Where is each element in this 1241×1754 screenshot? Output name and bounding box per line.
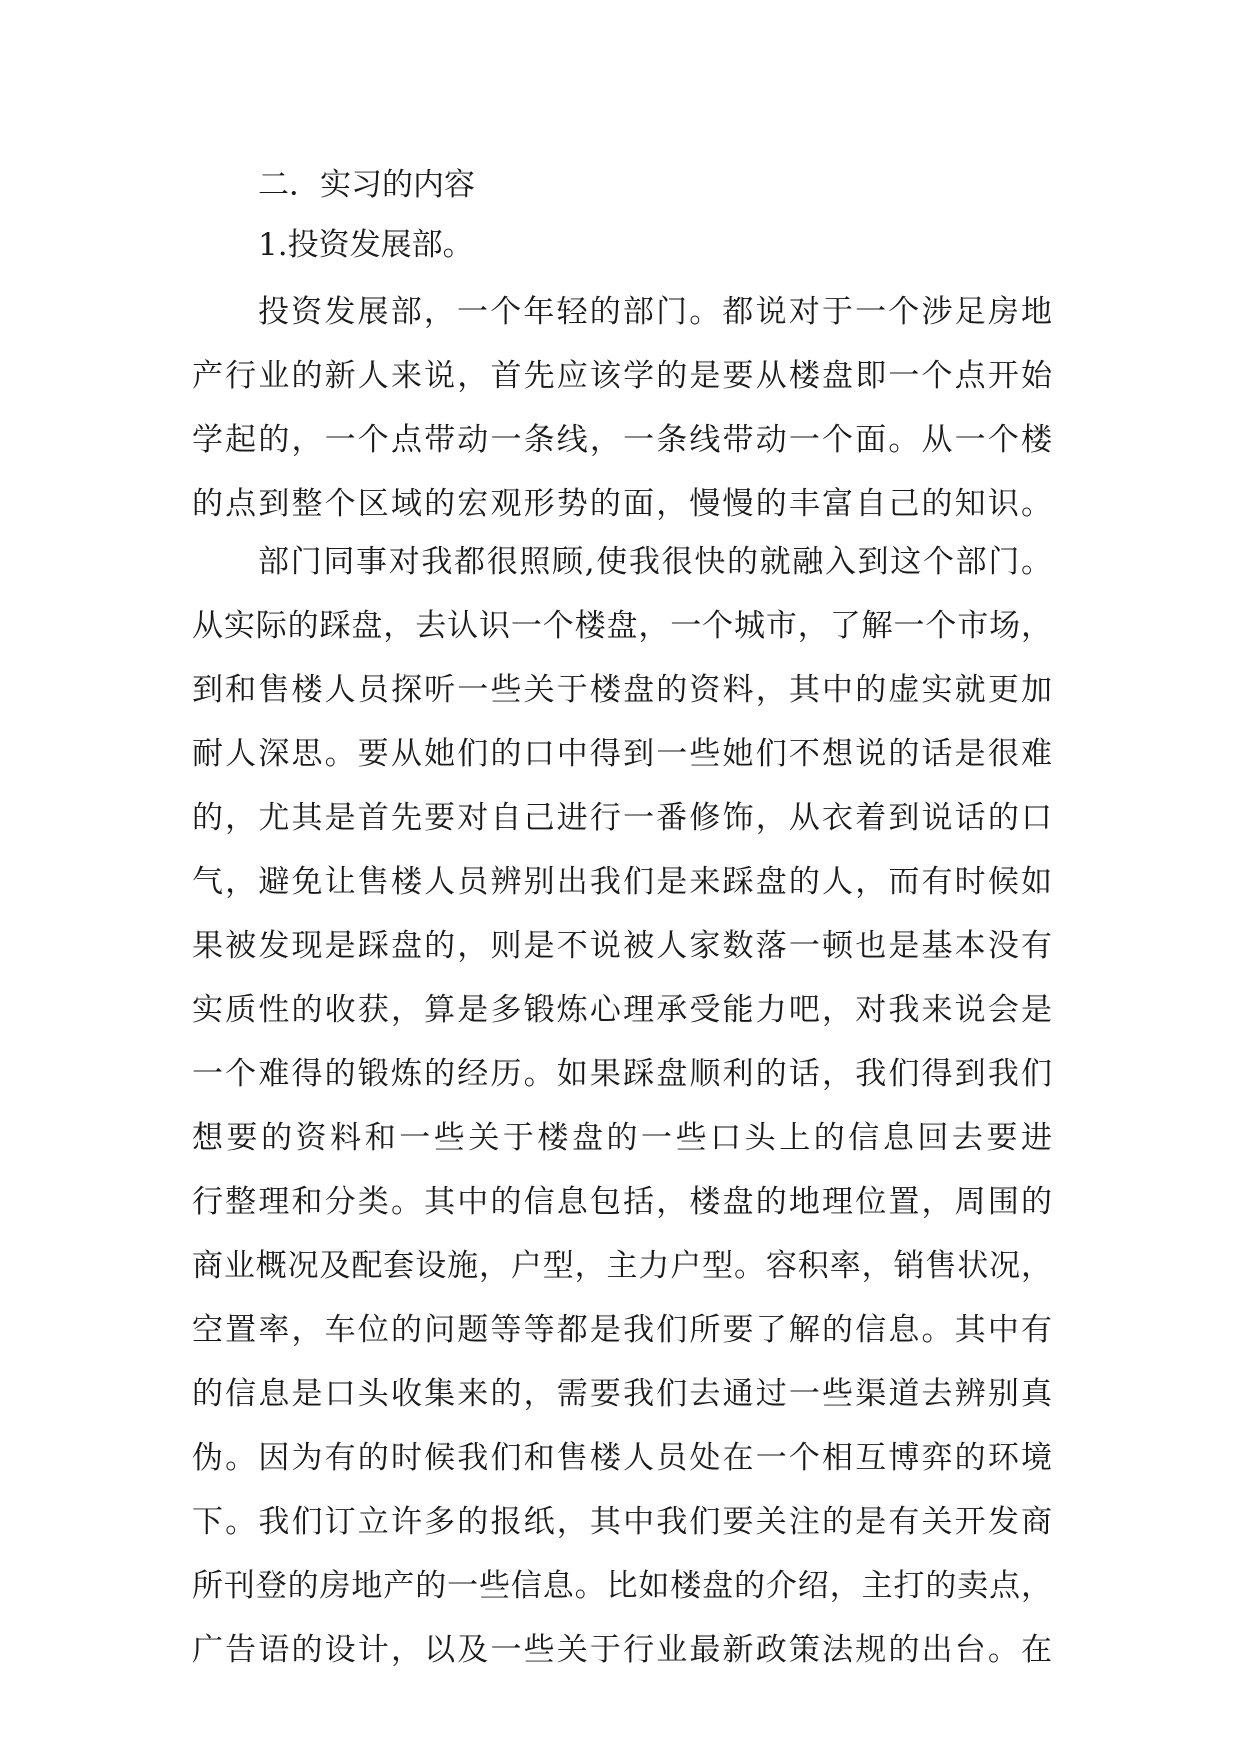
- paragraph-line: 果被发现是踩盘的，则是不说被人家数落一顿也是基本没有: [192, 928, 1052, 964]
- paragraph-line: 气，避免让售楼人员辨别出我们是来踩盘的人，而有时候如: [192, 864, 1052, 900]
- paragraph-line: 从实际的踩盘，去认识一个楼盘，一个城市，了解一个市场，: [192, 608, 1052, 644]
- paragraph-line: 的点到整个区域的宏观形势的面，慢慢的丰富自己的知识。: [192, 486, 1052, 522]
- paragraph-line: 学起的，一个点带动一条线，一条线带动一个面。从一个楼: [192, 422, 1052, 458]
- paragraph-investment-intro: [192, 280, 1052, 536]
- paragraph-line: 产行业的新人来说，首先应该学的是要从楼盘即一个点开始: [192, 358, 1052, 394]
- paragraph-line: 的，尤其是首先要对自己进行一番修饰，从衣着到说话的口: [192, 800, 1052, 836]
- paragraph-line: 耐人深思。要从她们的口中得到一些她们不想说的话是很难: [192, 736, 1052, 772]
- paragraph-line: 广告语的设计，以及一些关于行业最新政策法规的出台。在: [192, 1632, 1052, 1668]
- paragraph-line: 一个难得的锻炼的经历。如果踩盘顺利的话，我们得到我们: [192, 1056, 1052, 1092]
- paragraph-line: 实质性的收获，算是多锻炼心理承受能力吧，对我来说会是: [192, 992, 1052, 1028]
- paragraph-line: 投资发展部，一个年轻的部门。都说对于一个涉足房地: [258, 294, 1052, 330]
- paragraph-line: 的信息是口头收集来的，需要我们去通过一些渠道去辨别真: [192, 1376, 1052, 1412]
- paragraph-line: 商业概况及配套设施，户型，主力户型。容积率，销售状况，: [192, 1248, 1052, 1284]
- section-heading: 二．实习的内容: [258, 167, 475, 203]
- paragraph-line: 下。我们订立许多的报纸，其中我们要关注的是有关开发商: [192, 1504, 1052, 1540]
- paragraph-department-work: [192, 530, 1052, 1682]
- paragraph-line: 伪。因为有的时候我们和售楼人员处在一个相互博弈的环境: [192, 1440, 1052, 1476]
- subsection-heading: 1.投资发展部。: [258, 227, 474, 263]
- paragraph-line: 想要的资料和一些关于楼盘的一些口头上的信息回去要进: [192, 1120, 1052, 1156]
- paragraph-line: 行整理和分类。其中的信息包括，楼盘的地理位置，周围的: [192, 1184, 1052, 1220]
- paragraph-line: 到和售楼人员探听一些关于楼盘的资料，其中的虚实就更加: [192, 672, 1052, 708]
- paragraph-line: 部门同事对我都很照顾,使我很快的就融入到这个部门。: [258, 544, 1052, 580]
- paragraph-line: 空置率，车位的问题等等都是我们所要了解的信息。其中有: [192, 1312, 1052, 1348]
- paragraph-line: 所刊登的房地产的一些信息。比如楼盘的介绍，主打的卖点，: [192, 1568, 1052, 1604]
